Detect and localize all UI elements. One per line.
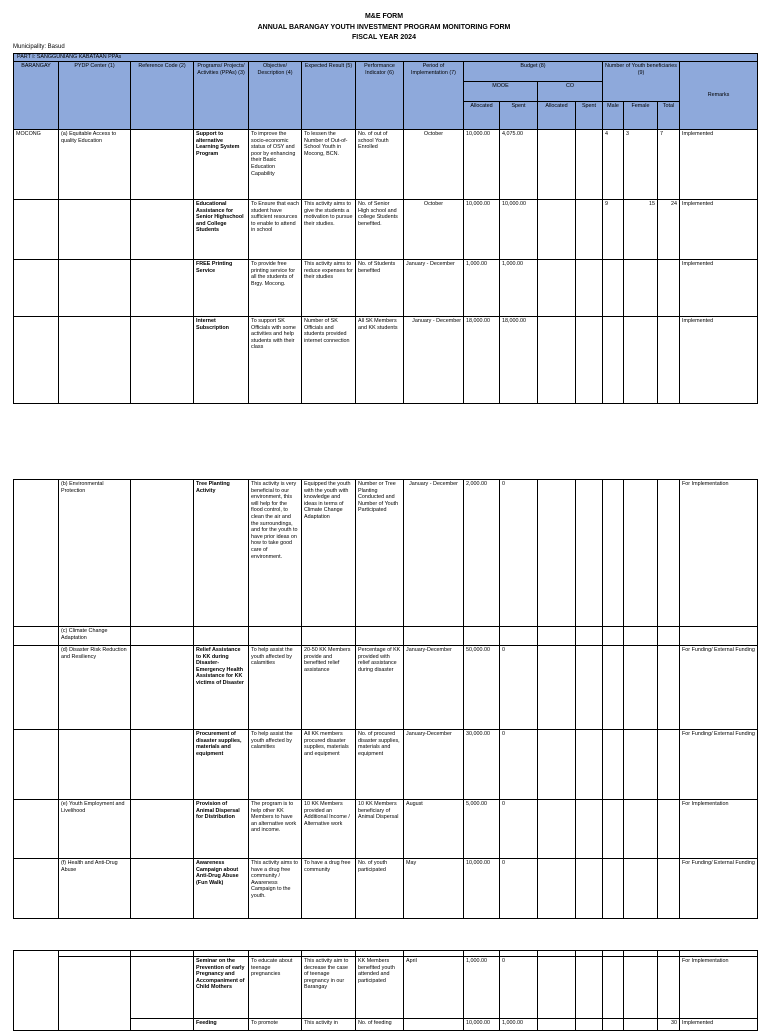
col-indicator: Performance Indicator (6) [356,62,404,130]
col-beneficiaries: Number of Youth beneficiaries (9) [603,62,680,102]
cell-indicator: 10 KK Members beneficiary of Animal Dispersal [356,800,404,859]
cell-spent: 18,000.00 [500,317,538,404]
col-co-allocated: Allocated [538,102,576,130]
cell-program: FREE Printing Service [194,260,249,317]
cell-female: 3 [624,130,658,200]
cell-center: (b) Environmental Protection [59,480,131,627]
cell-remarks: Implemented [680,317,758,404]
cell-spent: 1,000.00 [500,1019,538,1031]
cell-expected: This activity in [302,1019,356,1031]
cell-remarks: Implemented [680,1019,758,1031]
monitoring-table-page2 [13,479,758,919]
cell-indicator: KK Members benefited youth attended and participated [356,957,404,1019]
col-programs: Programs/ Projects/ Activities (PPAs) (3) [194,62,249,130]
cell-period [404,1019,464,1031]
cell-female: 15 [624,200,658,260]
cell-barangay [14,260,59,317]
col-barangay: BARANGAY [14,62,59,130]
cell-barangay [14,200,59,260]
cell-period: October [404,130,464,200]
municipality-label: Municipality: Basud [13,44,65,50]
cell-objective: This activity aims to have a drug free community / Awareness Campaign to the youth. [249,859,302,919]
cell-period [404,627,464,646]
cell-indicator: Percentage of KK provided with relief assistance during disaster [356,646,404,730]
cell-expected: Equipped the youth with the youth with knowledge and ideas in terms of Climate Change Adaptation [302,480,356,627]
cell-total [658,260,680,317]
cell-co-allocated [538,130,576,200]
cell-allocated: 50,000.00 [464,646,500,730]
table-row [14,859,758,919]
table-row [14,730,758,800]
col-male: Male [603,102,624,130]
cell-ref [131,130,194,200]
cell-center [59,260,131,317]
cell-period: January-December [404,730,464,800]
cell-male: 9 [603,200,624,260]
col-budget: Budget (8) [464,62,603,82]
cell-allocated: 10,000.00 [464,1019,500,1031]
cell-allocated: 30,000.00 [464,730,500,800]
cell-spent: 0 [500,957,538,1019]
cell-male [603,317,624,404]
cell-expected: Number of SK Officials and students provided internet connection [302,317,356,404]
cell-program: Awareness Campaign about Anti-Drug Abuse (Fun Walk) [194,859,249,919]
cell-spent: 10,000.00 [500,200,538,260]
cell-center: (f) Health and Anti-Drug Abuse [59,859,131,919]
table-row [14,627,758,646]
cell-center: (a) Equitable Access to quality Education [59,130,131,200]
cell-objective: To promote [249,1019,302,1031]
cell-spent: 0 [500,480,538,627]
cell-program: Feeding [194,1019,249,1031]
part-label: PART I: SANGGUNIANG KABATAAN PPAs [14,54,758,62]
cell-allocated: 18,000.00 [464,317,500,404]
cell-center: (e) Youth Employment and Livelihood [59,800,131,859]
cell-co-spent [576,260,603,317]
cell-objective: To Ensure that each student have sufficient resources to enable to attend in school [249,200,302,260]
cell-total: 7 [658,130,680,200]
cell-expected: 20-50 KK Members provide and benefited relief assistance [302,646,356,730]
cell-program: Relief Assistance to KK during Disaster-Emergency Health Assistance for KK victims of Disaster [194,646,249,730]
cell-program [194,627,249,646]
cell-spent: 1,000.00 [500,260,538,317]
cell-objective: This activity is very beneficial to our environment, this will help for the flood control, to clean the air and the surroundings, and for the youth to have prior ideas on how to take good care of environment. [249,480,302,627]
table-row [14,800,758,859]
cell-expected: To lessen the Number of Out-of-School Youth in Mocong, BCN. [302,130,356,200]
cell-allocated: 2,000.00 [464,480,500,627]
cell-indicator: No. of feeding [356,1019,404,1031]
col-objective: Objective/ Description (4) [249,62,302,130]
col-center: PYDP Center (1) [59,62,131,130]
table-row [14,646,758,730]
cell-co-allocated [538,260,576,317]
monitoring-table-page3 [13,950,758,1031]
cell-co-spent [576,317,603,404]
cell-objective: To support SK Officials with some activities and help students with their class [249,317,302,404]
col-female: Female [624,102,658,130]
cell-allocated: 10,000.00 [464,130,500,200]
cell-expected: This activity aims to reduce expenses for their studies [302,260,356,317]
cell-female [624,317,658,404]
cell-indicator: No. of Students benefited [356,260,404,317]
table-row [14,200,758,260]
fiscal-year: FISCAL YEAR 2024 [352,34,416,41]
cell-remarks: Implemented [680,200,758,260]
cell-objective: The program is to help other KK Members to have an alternative work and income. [249,800,302,859]
cell-allocated: 10,000.00 [464,200,500,260]
cell-program: Seminar on the Prevention of early Pregnancy and Accompaniment of Child Mothers [194,957,249,1019]
cell-remarks: Implemented [680,260,758,317]
cell-center [59,317,131,404]
cell-expected: 10 KK Members provided an Additional Income / Alternative work [302,800,356,859]
col-period: Period of Implementation (7) [404,62,464,130]
cell-indicator [356,627,404,646]
col-co: CO [538,82,603,102]
cell-objective: To help assist the youth affected by calamities [249,646,302,730]
cell-program: Tree Planting Activity [194,480,249,627]
col-total: Total [658,102,680,130]
cell-remarks: For Funding/ External Funding [680,730,758,800]
col-co-spent: Spent [576,102,603,130]
form-title: ANNUAL BARANGAY YOUTH INVESTMENT PROGRAM MONITORING FORM [257,24,511,31]
cell-center: (c) Climate Change Adaptation [59,627,131,646]
cell-ref [131,200,194,260]
cell-period: August [404,800,464,859]
cell-objective: To help assist the youth affected by calamities [249,730,302,800]
cell-co-allocated [538,317,576,404]
cell-remarks: For Implementation [680,957,758,1019]
cell-spent: 0 [500,800,538,859]
cell-total [658,317,680,404]
cell-program: Procurement of disaster supplies, materials and equipment [194,730,249,800]
cell-spent: 0 [500,646,538,730]
cell-expected: This activity aims to give the students a motivation to pursue their studies. [302,200,356,260]
cell-objective: To improve the socio-economic status of OSY and poor by enhancing their Basic Education Capability [249,130,302,200]
cell-co-allocated [538,200,576,260]
cell-expected [302,627,356,646]
cell-remarks: For Funding/ External Funding [680,859,758,919]
col-remarks: Remarks [680,62,758,130]
cell-remarks [680,627,758,646]
cell-center: (d) Disaster Risk Reduction and Resiliency [59,646,131,730]
cell-program: Support to alternative Learning System Program [194,130,249,200]
cell-allocated: 10,000.00 [464,859,500,919]
cell-period: January-December [404,646,464,730]
cell-indicator: No. of out of school Youth Enrolled [356,130,404,200]
cell-spent: 4,075.00 [500,130,538,200]
cell-period: October [404,200,464,260]
cell-indicator: All SK Members and KK students [356,317,404,404]
cell-period: January - December [404,480,464,627]
cell-period: January - December [404,317,464,404]
cell-remarks: For Funding/ External Funding [680,646,758,730]
cell-co-spent [576,130,603,200]
cell-objective: To educate about teenage pregnancies [249,957,302,1019]
col-mooe: MOOE [464,82,538,102]
col-expected: Expected Result (5) [302,62,356,130]
cell-male: 4 [603,130,624,200]
cell-allocated: 1,000.00 [464,260,500,317]
cell-period: January - December [404,260,464,317]
table-row [14,480,758,627]
cell-center [59,730,131,800]
cell-spent: 0 [500,730,538,800]
cell-indicator: No. of youth participated [356,859,404,919]
cell-remarks: Implemented [680,130,758,200]
cell-allocated: 5,000.00 [464,800,500,859]
cell-total: 24 [658,200,680,260]
form-type: M&E FORM [364,13,404,20]
cell-barangay [14,317,59,404]
cell-spent: 0 [500,859,538,919]
table-row [14,317,758,404]
cell-remarks: For Implementation [680,800,758,859]
cell-program: Educational Assistance for Senior Highschool and College Students [194,200,249,260]
cell-remarks: For Implementation [680,480,758,627]
table-row [14,260,758,317]
cell-period: April [404,957,464,1019]
cell-total: 30 [658,1019,680,1031]
cell-allocated [464,627,500,646]
cell-indicator: Number or Tree Planting Conducted and Number of Youth Participated [356,480,404,627]
cell-expected: All KK members procured disaster supplies, materials and equipment [302,730,356,800]
table-row [14,130,758,200]
cell-ref [131,317,194,404]
cell-allocated: 1,000.00 [464,957,500,1019]
cell-indicator: No. of procured disaster supplies, materials and equipment [356,730,404,800]
cell-spent [500,627,538,646]
cell-female [624,260,658,317]
col-allocated: Allocated [464,102,500,130]
col-spent: Spent [500,102,538,130]
cell-ref [131,260,194,317]
cell-program: Internet Subscription [194,317,249,404]
cell-center [59,200,131,260]
monitoring-table-page1 [13,53,758,404]
cell-expected: This activity aim to decrease the case of teenage pregnancy in our Barangay [302,957,356,1019]
col-ref: Reference Code (2) [131,62,194,130]
cell-program: Provision of Animal Dispersal for Distribution [194,800,249,859]
cell-male [603,260,624,317]
cell-expected: To have a drug free community [302,859,356,919]
cell-co-spent [576,200,603,260]
cell-indicator: No. of Senior High school and college Students benefited. [356,200,404,260]
cell-objective [249,627,302,646]
cell-period: May [404,859,464,919]
cell-objective: To provide free printing service for all the students of Brgy. Mocong. [249,260,302,317]
table-row [14,957,758,1019]
cell-barangay: MOCONG [14,130,59,200]
cell-total [658,957,680,1019]
